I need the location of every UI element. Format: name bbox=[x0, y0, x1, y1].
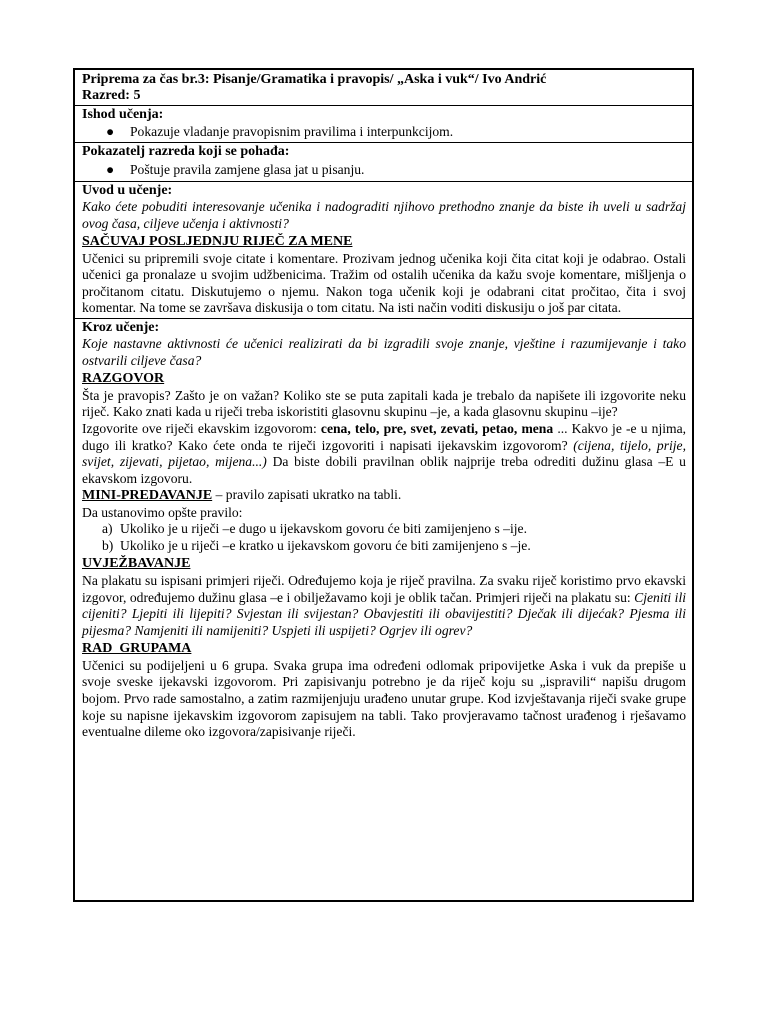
mini-lecture-intro: Da ustanovimo opšte pravilo: bbox=[82, 504, 243, 520]
through-row bbox=[75, 319, 692, 742]
list-marker: b) bbox=[102, 537, 114, 553]
outcome-bullet-text: Pokazuje vladanje pravopisnim pravilima i interpunkcijom. bbox=[130, 124, 454, 139]
group-work-title: RAD GRUPAMA bbox=[82, 641, 192, 657]
mini-lecture-title: MINI-PREDAVANJE bbox=[82, 488, 213, 504]
mini-lecture-item bbox=[82, 521, 686, 538]
mini-lecture-item bbox=[82, 538, 686, 555]
indicator-bullet-item bbox=[82, 160, 686, 180]
outcome-row bbox=[75, 106, 692, 143]
practice-text-start: Na plakatu su ispisani primjeri riječi. Određujemo koja je riječ pravilna. Za svaku riječ koristimo prvo ekavski izgovor, određujemo dužinu glasa –e i obilježavamo koji je oblik tačan. Primjeri riječi na plakatu su: bbox=[82, 572, 686, 605]
indicator-bullet-text: Poštuje pravila zamjene glasa jat u pisanju. bbox=[130, 162, 365, 177]
conversation-paragraph-2 bbox=[82, 421, 686, 487]
mini-lecture-item-text: Ukoliko je u riječi –e kratko u ijekavskom govoru će biti zamijenjeno s –je. bbox=[120, 537, 531, 553]
intro-row bbox=[75, 182, 692, 319]
list-marker: a) bbox=[102, 521, 113, 537]
conversation-p2-end: Da biste dobili pravilnan oblik najprije treba odrediti dužinu glasa –E u ekavskom izgovoru. bbox=[82, 454, 686, 486]
conversation-p2-start: Izgovorite ove riječi ekavskim izgovorom: bbox=[82, 420, 321, 436]
conversation-p2-bold-words: cena, telo, pre, svet, zevati, petao, mena bbox=[320, 420, 554, 436]
outcome-bullet-item bbox=[82, 123, 686, 141]
practice-text bbox=[82, 573, 686, 639]
conversation-p2-italic: (cijena, tijelo, prije, svijet, zijevati, pijetao, mijena...) bbox=[82, 437, 686, 470]
practice-title: UVJEŽBAVANJE bbox=[82, 556, 191, 572]
intro-heading: Uvod u učenje: bbox=[82, 183, 173, 198]
header-row bbox=[75, 70, 692, 106]
lesson-title: Priprema za čas br.3: Pisanje/Gramatika i pravopis/ „Aska i vuk“/ Ivo Andrić bbox=[82, 72, 547, 87]
group-work-text: Učenici su podijeljeni u 6 grupa. Svaka grupa ima određeni odlomak pripovijetke Aska i vuk da prepiše u svoje sveske ijekavski izgovorom. Pri zapisivanju potrebno je da riječ koju su „ispravili“ napišu drugom bojom. Prvo rade samostalno, a zatim razmijenjuju urađeno unutar grupe. Kod izvještavanja riječi svake grupe koje su napisne ijekavskim izgovorom zapisujem na tabli. Tako provjeravamo tačnost urađenog i rješavamo eventualne dileme oko izgovora/zapisivanje riječi. bbox=[82, 657, 686, 740]
intro-text: Učenici su pripremili svoje citate i komentare. Prozivam jednog učenika koji čita citat koji je odabrao. Ostali učenici ga pronalaze u svojim udžbenicima. Tražim od ostalih učenika da kažu svoje komentare, mišljenja o pročitanom citatu. Diskutujemo o njemu. Nakon toga učenik koji je odabrani citat pročitao, čita i svoj komentar. Na tome se završava diskusija o tom citatu. Na isti način voditi diskusiju o još par citata. bbox=[82, 250, 686, 316]
outcome-heading: Ishod učenja: bbox=[82, 107, 164, 122]
grade-label: Razred: 5 bbox=[82, 88, 141, 103]
intro-section-title: SAČUVAJ POSLJEDNJU RIJEČ ZA MENE bbox=[82, 234, 353, 250]
bullet-icon: ● bbox=[106, 124, 115, 139]
mini-lecture-item-text: Ukoliko je u riječi –e dugo u ijekavskom govoru će biti zamijenjeno s –ije. bbox=[120, 521, 527, 537]
lesson-plan-document bbox=[73, 68, 694, 902]
conversation-title: RAZGOVOR bbox=[82, 371, 165, 387]
indicator-heading: Pokazatelj razreda koji se pohađa: bbox=[82, 144, 290, 159]
mini-lecture-title-rest: – pravilo zapisati ukratko na tabli. bbox=[212, 487, 402, 503]
conversation-p2-mid: ... Kakvo je -e u njima, dugo ili kratko? Kako ćete onda te riječi izgovoriti i napisati ijekavskim izgovorom? bbox=[82, 420, 687, 453]
mini-lecture-line bbox=[82, 487, 686, 505]
intro-question: Kako ćete pobuditi interesovanje učenika i nadograditi njihovo prethodno znanje da biste ih uveli u sadržaj ovog časa, ciljeve učenja i aktivnosti? bbox=[82, 199, 686, 231]
indicator-row bbox=[75, 143, 692, 182]
through-heading: Kroz učenje: bbox=[82, 320, 160, 336]
through-question: Koje nastavne aktivnosti će učenici realizirati da bi izgradili svoje znanje, vještine i razumijevanje i tako ostvarili ciljeve časa? bbox=[82, 336, 686, 368]
practice-examples: Cjeniti ili cijeniti? Ljepiti ili lijepiti? Svjestan ili svijestan? Obavjestiti ili obavijestiti? Dječak ili dijećak? Pjesma ili pijesma? Namjeniti ili namijeniti? Uspjeti ili uspijeti? Ogrjev ili ogrev? bbox=[82, 589, 687, 638]
conversation-paragraph-1: Šta je pravopis? Zašto je on važan? Koliko ste se puta zapitali kada je trebalo da napišete ili izgovorite neku riječ. Kako znati kada u riječi treba iskoristiti glasovnu skupinu –je, a kada glasovnu skupinu –ije? bbox=[82, 387, 686, 420]
bullet-icon: ● bbox=[106, 162, 115, 177]
